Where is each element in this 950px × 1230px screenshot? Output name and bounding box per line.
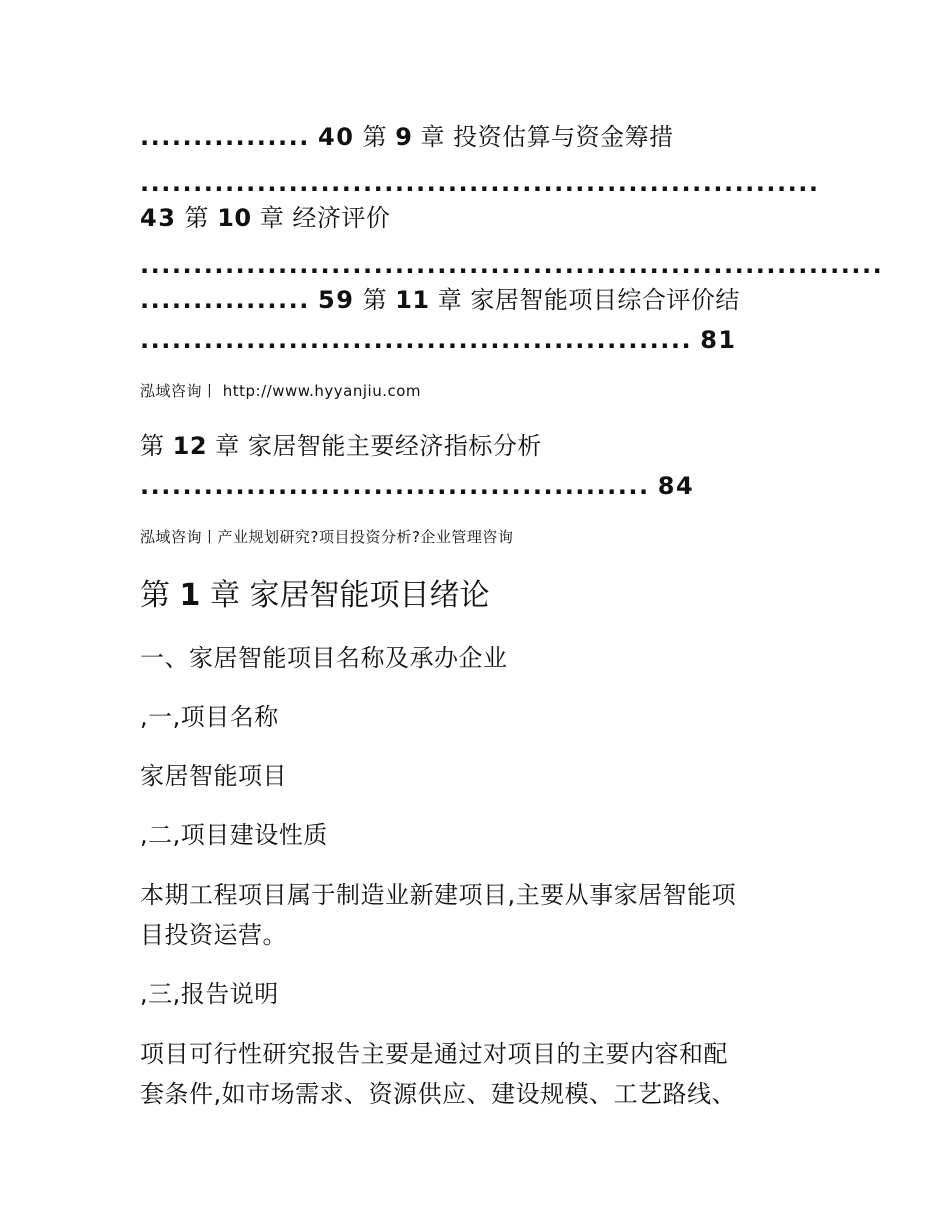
- paragraph-line: 本期工程项目属于制造业新建项目,主要从事家居智能项: [140, 881, 737, 909]
- toc-chapter-number: 11: [395, 286, 430, 314]
- toc-chapter-title: 章 经济评价: [259, 204, 391, 232]
- chapter-number: 1: [179, 578, 201, 613]
- toc-chapter-title: 章 投资估算与资金筹措: [420, 123, 674, 151]
- toc-leader-dots: ................: [140, 286, 310, 314]
- toc-leader-dots: ....................................................: [140, 326, 693, 354]
- toc-page-number: 40: [318, 123, 355, 151]
- toc-chapter-number: 10: [217, 204, 252, 232]
- toc-chapter-title: 章 家居智能主要经济指标分析: [215, 432, 542, 460]
- chapter-prefix: 第: [140, 578, 170, 613]
- toc-chapter-prefix: 第: [140, 432, 165, 460]
- toc-chapter-prefix: 第: [362, 123, 388, 151]
- toc-chapter-prefix: 第: [362, 286, 388, 314]
- page-footer-url: 泓域咨询丨 http://www.hyyanjiu.com: [140, 382, 422, 400]
- toc-page-number: 84: [657, 472, 695, 500]
- paragraph-line: 项目可行性研究报告主要是通过对项目的主要内容和配: [140, 1040, 728, 1068]
- toc-entry-chapter-12: [140, 431, 542, 461]
- paragraph: 家居智能项目: [140, 762, 287, 790]
- toc-page-number: 43: [140, 204, 177, 232]
- toc-leader-dots: ................: [140, 123, 310, 151]
- page-footer-tagline: 泓域咨询丨产业规划研究?项目投资分析?企业管理咨询: [140, 528, 514, 546]
- chapter-heading: [140, 578, 490, 614]
- toc-entry-chapter-10: [140, 203, 390, 233]
- toc-leader-line: [140, 168, 820, 198]
- subsection-heading: ,一,项目名称: [140, 703, 279, 731]
- toc-leader-dots: ......................................................................: [140, 251, 884, 279]
- subsection-heading: ,三,报告说明: [140, 980, 279, 1008]
- toc-leader-line: [140, 325, 737, 355]
- toc-chapter-prefix: 第: [184, 204, 210, 232]
- section-heading: 一、家居智能项目名称及承办企业: [140, 644, 508, 672]
- toc-chapter-title: 章 家居智能项目综合评价结: [437, 286, 740, 314]
- paragraph-line: 套条件,如市场需求、资源供应、建设规模、工艺路线、: [140, 1080, 737, 1108]
- toc-page-number: 81: [700, 326, 737, 354]
- subsection-heading: ,二,项目建设性质: [140, 821, 328, 849]
- chapter-title: 章 家居智能项目绪论: [209, 578, 490, 613]
- paragraph-line: 目投资运营。: [140, 921, 287, 949]
- toc-leader-dots: ................................................: [140, 472, 650, 500]
- toc-page-number: 59: [318, 286, 355, 314]
- toc-leader-line: [140, 250, 883, 280]
- toc-leader-dots: ................................................................: [140, 169, 820, 197]
- toc-entry-chapter-11: [140, 285, 740, 315]
- toc-chapter-number: 12: [172, 432, 208, 460]
- toc-leader-line: [140, 471, 694, 501]
- toc-chapter-number: 9: [395, 123, 413, 151]
- toc-entry-chapter-9: [140, 122, 674, 152]
